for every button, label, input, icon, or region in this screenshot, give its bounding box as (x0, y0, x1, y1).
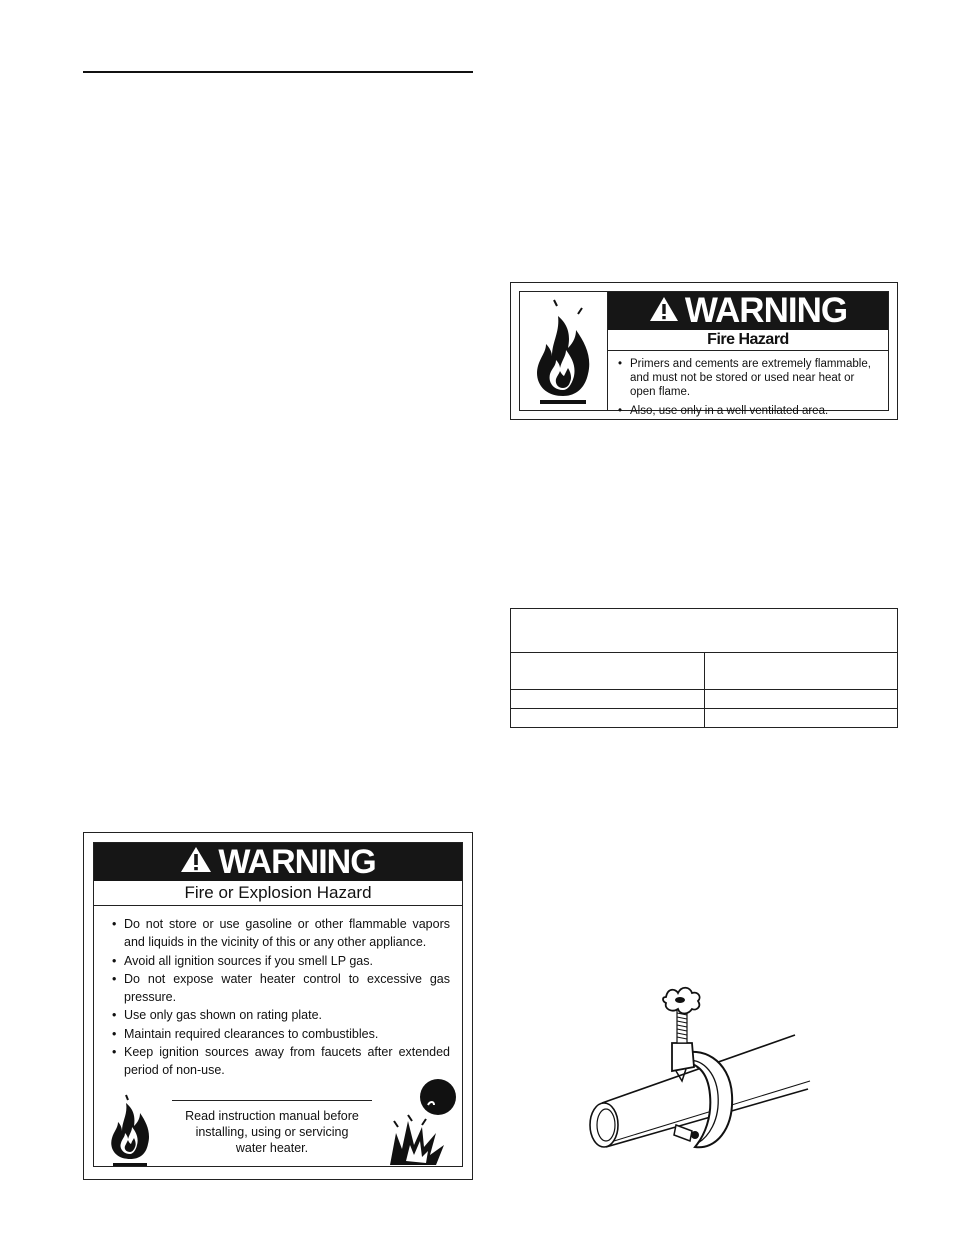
pipe-clamp-valve-illustration (580, 985, 820, 1170)
list-item: • Primers and cements are extremely flammable, and must not be stored or used near heat or open flame. (630, 357, 880, 399)
table-header-row (511, 653, 898, 690)
warning-label-frame (93, 842, 463, 1167)
signal-word: WARNING (684, 291, 848, 330)
hazard-title: Fire or Explosion Hazard (94, 881, 462, 906)
list-item: • Do not expose water heater control to excessive gas pressure. (124, 970, 450, 1007)
table-cell (704, 709, 898, 728)
fire-explosion-warning-label (83, 832, 473, 1180)
hazard-title: Fire Hazard (608, 330, 888, 351)
flame-icon (100, 1091, 160, 1169)
manual-note-line: water heater. (235, 1141, 309, 1155)
list-item: • Use only gas shown on rating plate. (124, 1006, 450, 1024)
table-title-row (511, 609, 898, 653)
table-cell (511, 690, 705, 709)
list-item: • Keep ignition sources away from faucets after extended period of non-use. (124, 1043, 450, 1080)
table-row (511, 690, 898, 709)
table-cell (511, 653, 705, 690)
flame-icon (520, 292, 606, 410)
alert-triangle-icon (649, 296, 679, 327)
table-cell (704, 653, 898, 690)
manual-note-rule (172, 1100, 372, 1101)
list-item: • Avoid all ignition sources if you smell LP gas. (124, 952, 450, 970)
manual-note (166, 1108, 378, 1156)
list-item: • Maintain required clearances to combustibles. (124, 1025, 450, 1043)
table-cell (511, 609, 898, 653)
warning-bullet-list (94, 906, 462, 1080)
manual-note-line: installing, using or servicing (195, 1125, 349, 1139)
specification-table (510, 608, 898, 728)
alert-triangle-icon (180, 846, 212, 878)
section-divider (83, 71, 473, 73)
warning-text-cell (608, 291, 888, 417)
warning-banner (608, 292, 888, 330)
fire-hazard-warning-label (510, 282, 898, 420)
manual-note-line: Read instruction manual before (185, 1109, 359, 1123)
table-cell (704, 690, 898, 709)
explosion-icon (386, 1075, 462, 1167)
pictogram-cell (520, 292, 608, 410)
table-cell (511, 709, 705, 728)
list-item: • Also, use only in a well ventilated area. (630, 404, 880, 418)
warning-bullet-list (608, 351, 888, 418)
warning-banner (94, 843, 462, 881)
warning-label-frame (519, 291, 889, 417)
table-row (511, 709, 898, 728)
signal-word: WARNING (218, 842, 376, 881)
list-item: • Do not store or use gasoline or other flammable vapors and liquids in the vicinity of this or any other appliance. (124, 915, 450, 952)
